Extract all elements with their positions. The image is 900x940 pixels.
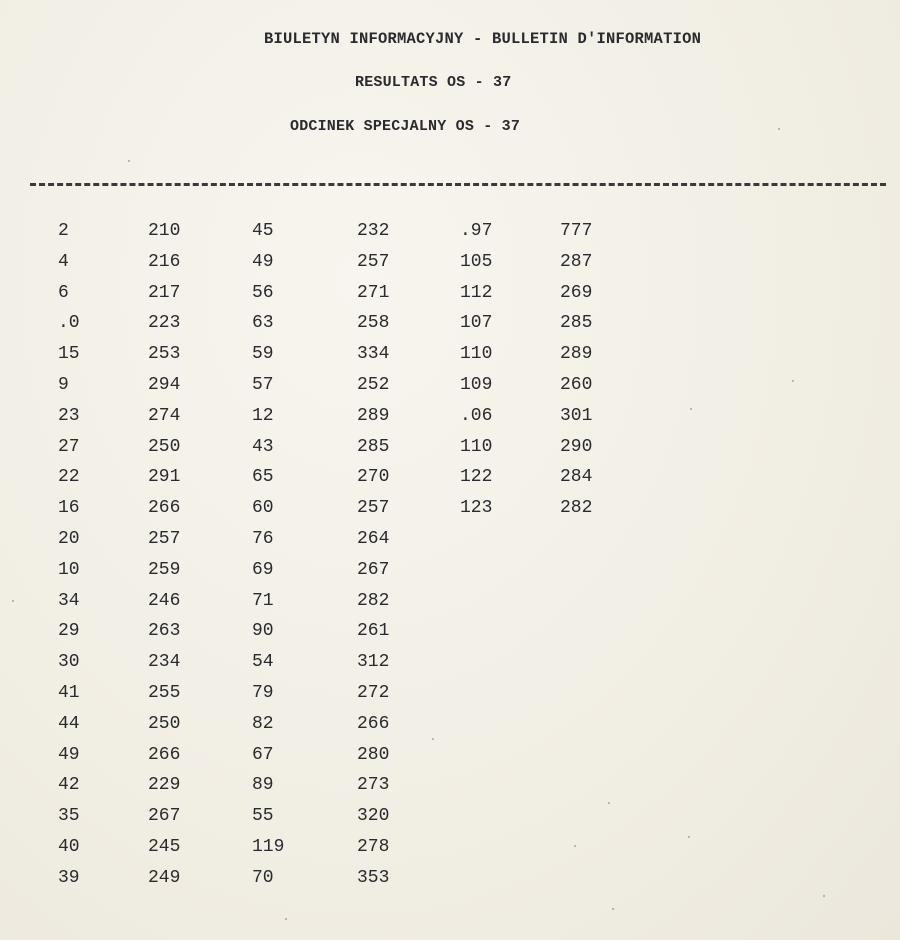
table-cell: 4: [58, 251, 69, 272]
table-cell: 289: [357, 405, 390, 426]
table-cell: 278: [357, 836, 390, 857]
table-cell: 109: [460, 374, 493, 395]
table-cell: 67: [252, 744, 274, 765]
table-cell: 56: [252, 282, 274, 303]
table-cell: 280: [357, 744, 390, 765]
table-cell: 266: [148, 498, 181, 519]
table-cell: 260: [560, 374, 593, 395]
table-cell: 273: [357, 775, 390, 796]
dashed-divider: [30, 183, 886, 186]
table-cell: 27: [58, 436, 80, 457]
table-cell: .06: [460, 405, 493, 426]
special-section-heading: ODCINEK SPECJALNY OS - 37: [290, 118, 521, 135]
table-cell: 65: [252, 467, 274, 488]
table-cell: 45: [252, 221, 274, 241]
table-cell: 107: [460, 313, 493, 334]
table-cell: 22: [58, 467, 80, 488]
table-cell: 41: [58, 682, 80, 703]
table-cell: 69: [252, 559, 274, 580]
paper-speck: [128, 160, 130, 162]
table-cell: 35: [58, 806, 80, 827]
column-4: [357, 216, 389, 894]
paper-speck: [823, 895, 825, 897]
table-cell: 63: [252, 313, 274, 334]
table-cell: 266: [357, 713, 390, 734]
table-cell: 232: [357, 221, 390, 241]
table-cell: 112: [460, 282, 493, 303]
table-cell: 234: [148, 652, 181, 673]
bulletin-title: BIULETYN INFORMACYJNY - BULLETIN D'INFORMATION: [264, 30, 702, 48]
table-cell: 12: [252, 405, 274, 426]
table-cell: 229: [148, 775, 181, 796]
table-cell: 70: [252, 867, 274, 888]
paper-speck: [12, 600, 14, 602]
column-5: [460, 216, 492, 524]
table-cell: 55: [252, 806, 274, 827]
table-cell: 29: [58, 621, 80, 642]
paper-speck: [778, 128, 780, 130]
table-cell: 2: [58, 221, 69, 241]
paper-speck: [432, 738, 434, 740]
table-cell: 119: [252, 836, 285, 857]
table-cell: 10: [58, 559, 80, 580]
table-cell: 250: [148, 436, 181, 457]
table-cell: 82: [252, 713, 274, 734]
table-cell: 40: [58, 836, 80, 857]
table-cell: 210: [148, 221, 181, 241]
table-cell: .97: [460, 221, 493, 241]
table-cell: 264: [357, 528, 390, 549]
table-cell: 110: [460, 344, 493, 365]
paper-speck: [792, 380, 794, 382]
table-cell: 271: [357, 282, 390, 303]
table-cell: 285: [560, 313, 593, 334]
paper-speck: [285, 918, 287, 920]
table-cell: 89: [252, 775, 274, 796]
table-cell: 282: [357, 590, 390, 611]
table-cell: 266: [148, 744, 181, 765]
table-cell: 257: [148, 528, 181, 549]
table-cell: 267: [148, 806, 181, 827]
table-cell: 39: [58, 867, 80, 888]
table-cell: 76: [252, 528, 274, 549]
table-cell: 16: [58, 498, 80, 519]
table-cell: 259: [148, 559, 181, 580]
table-cell: 267: [357, 559, 390, 580]
table-cell: 285: [357, 436, 390, 457]
table-cell: 245: [148, 836, 181, 857]
table-cell: 334: [357, 344, 390, 365]
table-cell: 269: [560, 282, 593, 303]
table-cell: 257: [357, 251, 390, 272]
paper-speck: [574, 845, 576, 847]
table-cell: 54: [252, 652, 274, 673]
table-cell: 9: [58, 374, 69, 395]
table-cell: 49: [58, 744, 80, 765]
paper-speck: [688, 836, 690, 838]
table-cell: 290: [560, 436, 593, 457]
table-cell: 291: [148, 467, 181, 488]
table-cell: 250: [148, 713, 181, 734]
table-cell: 353: [357, 867, 390, 888]
table-cell: 20: [58, 528, 80, 549]
table-cell: 263: [148, 621, 181, 642]
table-cell: 287: [560, 251, 593, 272]
table-cell: 282: [560, 498, 593, 519]
table-cell: 71: [252, 590, 274, 611]
table-cell: 44: [58, 713, 80, 734]
table-cell: 60: [252, 498, 274, 519]
table-cell: 249: [148, 867, 181, 888]
table-cell: 42: [58, 775, 80, 796]
table-cell: 122: [460, 467, 493, 488]
table-cell: 257: [357, 498, 390, 519]
table-cell: 255: [148, 682, 181, 703]
table-cell: 312: [357, 652, 390, 673]
table-cell: 6: [58, 282, 69, 303]
table-cell: 15: [58, 344, 80, 365]
table-cell: 261: [357, 621, 390, 642]
table-cell: 123: [460, 498, 493, 519]
results-heading: RESULTATS OS - 37: [355, 74, 512, 91]
table-cell: 79: [252, 682, 274, 703]
column-2: [148, 216, 180, 894]
paper-speck: [690, 408, 692, 410]
table-cell: 43: [252, 436, 274, 457]
table-cell: 110: [460, 436, 493, 457]
table-cell: 777: [560, 221, 593, 241]
table-cell: 252: [357, 374, 390, 395]
table-cell: 270: [357, 467, 390, 488]
table-cell: 294: [148, 374, 181, 395]
table-cell: .0: [58, 313, 80, 334]
table-cell: 34: [58, 590, 80, 611]
paper-speck: [612, 908, 614, 910]
table-cell: 320: [357, 806, 390, 827]
table-cell: 258: [357, 313, 390, 334]
table-cell: 274: [148, 405, 181, 426]
paper-speck: [608, 802, 610, 804]
table-cell: 59: [252, 344, 274, 365]
table-cell: 90: [252, 621, 274, 642]
table-cell: 253: [148, 344, 181, 365]
column-1: [58, 216, 80, 894]
table-cell: 223: [148, 313, 181, 334]
table-cell: 284: [560, 467, 593, 488]
column-6: [560, 216, 592, 524]
column-3: [252, 216, 284, 894]
table-cell: 105: [460, 251, 493, 272]
table-cell: 289: [560, 344, 593, 365]
table-cell: 23: [58, 405, 80, 426]
table-cell: 57: [252, 374, 274, 395]
table-cell: 217: [148, 282, 181, 303]
table-cell: 301: [560, 405, 593, 426]
table-cell: 272: [357, 682, 390, 703]
table-cell: 246: [148, 590, 181, 611]
table-cell: 30: [58, 652, 80, 673]
table-cell: 216: [148, 251, 181, 272]
table-cell: 49: [252, 251, 274, 272]
